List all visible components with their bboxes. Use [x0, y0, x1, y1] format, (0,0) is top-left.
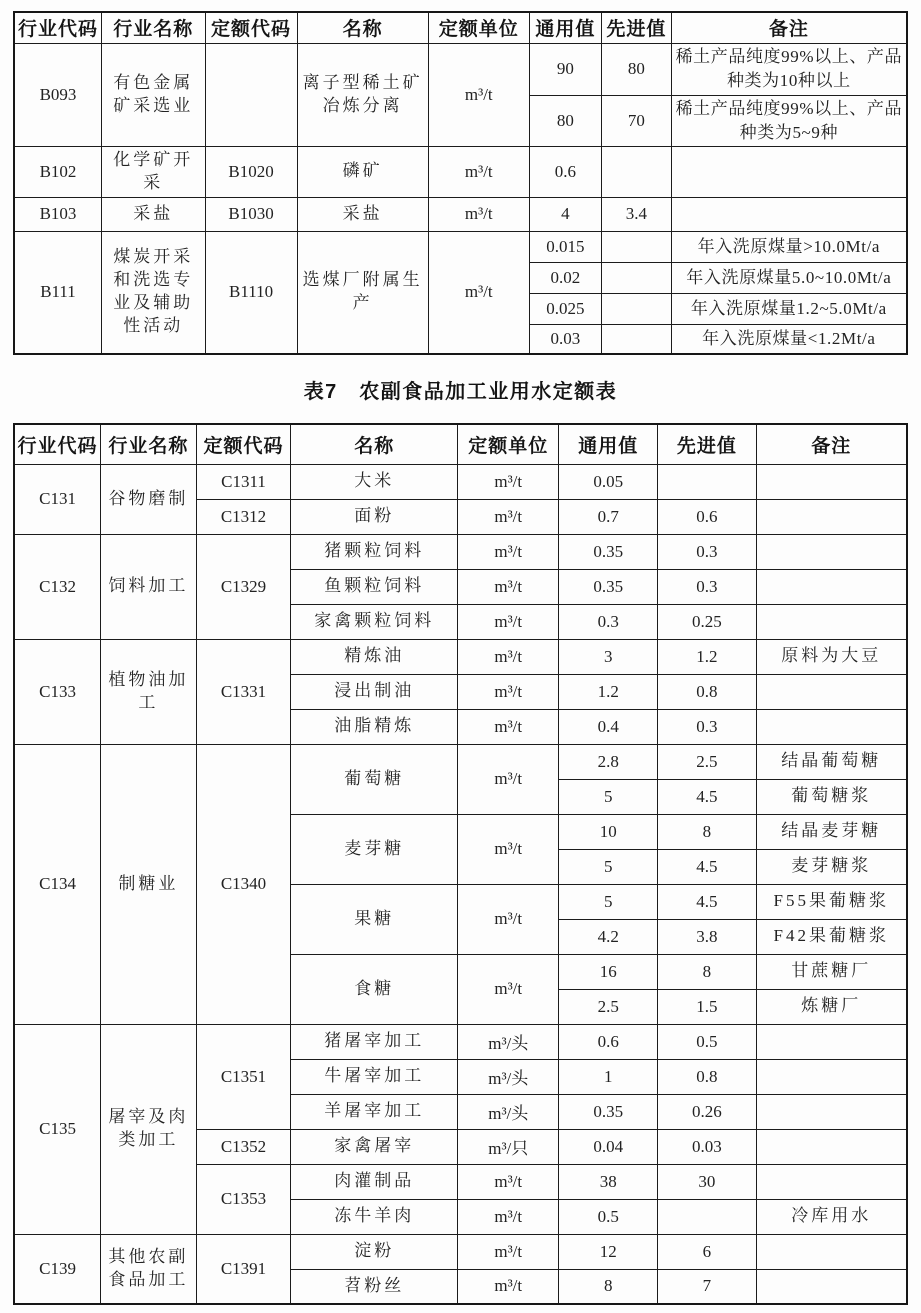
table-cell: 年入洗原煤量5.0~10.0Mt/a: [671, 262, 907, 293]
table-cell: 葡萄糖: [291, 744, 458, 814]
table-cell: 淀粉: [291, 1234, 458, 1269]
table-cell: 3.8: [658, 919, 756, 954]
table-cell: 有色金属矿采选业: [102, 43, 206, 146]
table-cell-empty: [756, 1094, 907, 1129]
table-cell: 2.5: [658, 744, 756, 779]
table-cell-empty: [671, 197, 907, 231]
table-cell: 0.6: [559, 1024, 658, 1059]
table-cell: C1353: [196, 1164, 291, 1234]
table-cell: 0.26: [658, 1094, 756, 1129]
table-cell: 鱼颗粒饲料: [291, 569, 458, 604]
column-header: 通用值: [529, 12, 601, 43]
table-cell-empty: [602, 262, 672, 293]
table-cell: 猪颗粒饲料: [291, 534, 458, 569]
table-cell: 4.5: [658, 779, 756, 814]
table-cell: m³/只: [458, 1129, 559, 1164]
table-cell: 其他农副食品加工: [101, 1234, 197, 1304]
table-row: [14, 197, 907, 231]
table-cell: 4.5: [658, 849, 756, 884]
table-cell-empty: [756, 1164, 907, 1199]
table-cell: m³/t: [458, 884, 559, 954]
table-cell-empty: [602, 231, 672, 262]
table-cell-empty: [602, 146, 672, 197]
table-cell: 0.4: [559, 709, 658, 744]
table-cell: 磷矿: [297, 146, 428, 197]
table-cell: C1391: [196, 1234, 291, 1304]
table-cell: C131: [14, 464, 101, 534]
table-cell-empty: [756, 499, 907, 534]
table-cell: 0.03: [658, 1129, 756, 1164]
table-cell-empty: [671, 146, 907, 197]
table-cell: 7: [658, 1269, 756, 1304]
table-cell: m³/t: [458, 499, 559, 534]
table-cell: 猪屠宰加工: [291, 1024, 458, 1059]
table-cell: m³/t: [458, 744, 559, 814]
table-cell: C139: [14, 1234, 101, 1304]
table-cell: B111: [14, 231, 102, 354]
table-cell: m³/t: [458, 1199, 559, 1234]
table-cell: 大米: [291, 464, 458, 499]
table-cell: 5: [559, 849, 658, 884]
table-cell-empty: [756, 1024, 907, 1059]
table-cell: 0.025: [529, 293, 601, 324]
table-row: [14, 231, 907, 262]
table-cell: 0.03: [529, 324, 601, 354]
table-cell: B1020: [205, 146, 297, 197]
column-header: 先进值: [602, 12, 672, 43]
table-cell: 38: [559, 1164, 658, 1199]
table-cell: 化学矿开采: [102, 146, 206, 197]
table-cell: 0.25: [658, 604, 756, 639]
table-cell: 冻牛羊肉: [291, 1199, 458, 1234]
table-cell: 谷物磨制: [101, 464, 197, 534]
table-cell: 0.05: [559, 464, 658, 499]
table-cell: m³/t: [458, 954, 559, 1024]
table-cell: 0.6: [658, 499, 756, 534]
table-cell: B103: [14, 197, 102, 231]
table-cell: B1030: [205, 197, 297, 231]
table-cell-empty: [756, 569, 907, 604]
column-header: 通用值: [559, 424, 658, 464]
table-cell-empty: [756, 1234, 907, 1269]
column-header: 先进值: [658, 424, 756, 464]
table-cell: 采盐: [297, 197, 428, 231]
table-cell: 8: [658, 954, 756, 989]
table-cell: 冷库用水: [756, 1199, 907, 1234]
column-header: 备注: [671, 12, 907, 43]
table-cell: 选煤厂附属生产: [297, 231, 428, 354]
table-cell: 2.8: [559, 744, 658, 779]
table-cell: m³/t: [428, 197, 529, 231]
table-cell: 1.2: [658, 639, 756, 674]
table-cell: C1352: [196, 1129, 291, 1164]
table-cell: 2.5: [559, 989, 658, 1024]
table-cell: 0.3: [658, 709, 756, 744]
table-cell: 0.35: [559, 569, 658, 604]
table-cell: 煤炭开采和洗选专业及辅助性活动: [102, 231, 206, 354]
table-cell: 家禽颗粒饲料: [291, 604, 458, 639]
water-quota-table-mining-continued: [13, 11, 908, 355]
column-header: 名称: [291, 424, 458, 464]
table-cell: 80: [529, 95, 601, 146]
table-cell: B093: [14, 43, 102, 146]
table-cell: B1110: [205, 231, 297, 354]
table-cell: m³/t: [458, 1164, 559, 1199]
table-cell: 0.7: [559, 499, 658, 534]
table-cell-empty: [756, 1269, 907, 1304]
table-cell: 0.3: [559, 604, 658, 639]
table-cell: m³/t: [458, 569, 559, 604]
table-cell: 0.04: [559, 1129, 658, 1164]
header-row: [14, 12, 907, 43]
header-row: [14, 424, 907, 464]
column-header: 行业代码: [14, 424, 101, 464]
table-cell: 6: [658, 1234, 756, 1269]
table-row: [14, 43, 907, 95]
table-cell: 稀土产品纯度99%以上、产品种类为10种以上: [671, 43, 907, 95]
table-cell: 8: [559, 1269, 658, 1304]
table-cell: 食糖: [291, 954, 458, 1024]
table-cell: 4.5: [658, 884, 756, 919]
table-cell: 0.5: [658, 1024, 756, 1059]
table-cell: C1312: [196, 499, 291, 534]
table-cell: 30: [658, 1164, 756, 1199]
table-cell: 0.35: [559, 1094, 658, 1129]
table-cell: C132: [14, 534, 101, 639]
table-row: [14, 744, 907, 779]
table-cell: m³/t: [428, 43, 529, 146]
table-cell: 0.6: [529, 146, 601, 197]
column-header: 定额代码: [196, 424, 291, 464]
table-cell: 面粉: [291, 499, 458, 534]
table-cell-empty: [756, 1059, 907, 1094]
table-cell: 牛屠宰加工: [291, 1059, 458, 1094]
table-cell: 0.5: [559, 1199, 658, 1234]
table-cell-empty: [756, 709, 907, 744]
column-header: 名称: [297, 12, 428, 43]
table7-title: 表7 农副食品加工业用水定额表: [303, 380, 618, 403]
table-cell: 制糖业: [101, 744, 197, 1024]
table-cell: 原料为大豆: [756, 639, 907, 674]
table-cell: C1351: [196, 1024, 291, 1129]
table-cell-empty: [602, 324, 672, 354]
table-cell: m³/t: [458, 604, 559, 639]
table-cell-empty: [756, 674, 907, 709]
table-cell-empty: [756, 464, 907, 499]
table-row: [14, 1024, 907, 1059]
table-cell: 稀土产品纯度99%以上、产品种类为5~9种: [671, 95, 907, 146]
table-cell: 屠宰及肉类加工: [101, 1024, 197, 1234]
table-cell: 炼糖厂: [756, 989, 907, 1024]
table-cell: F55果葡糖浆: [756, 884, 907, 919]
column-header: 行业名称: [101, 424, 197, 464]
table-cell: 年入洗原煤量1.2~5.0Mt/a: [671, 293, 907, 324]
table-cell: C1311: [196, 464, 291, 499]
column-header: 行业名称: [102, 12, 206, 43]
table-cell: 10: [559, 814, 658, 849]
table-cell: 年入洗原煤量<1.2Mt/a: [671, 324, 907, 354]
table-cell: 年入洗原煤量>10.0Mt/a: [671, 231, 907, 262]
table-cell: 0.35: [559, 534, 658, 569]
column-header: 定额代码: [205, 12, 297, 43]
table-cell: 1.2: [559, 674, 658, 709]
table-cell: 结晶葡萄糖: [756, 744, 907, 779]
table-cell: m³/t: [458, 1269, 559, 1304]
table-cell: 0.3: [658, 534, 756, 569]
table-cell-empty: [658, 1199, 756, 1234]
table-cell: 甘蔗糖厂: [756, 954, 907, 989]
table-cell: C1331: [196, 639, 291, 744]
table-cell: m³/t: [458, 709, 559, 744]
table-cell: 5: [559, 884, 658, 919]
table-cell: 饲料加工: [101, 534, 197, 639]
table-cell-empty: [756, 534, 907, 569]
table-cell: 8: [658, 814, 756, 849]
table-cell: m³/t: [458, 639, 559, 674]
table-row: [14, 639, 907, 674]
table-cell: m³/头: [458, 1024, 559, 1059]
water-quota-table-agri-food: [13, 423, 908, 1305]
table-cell: 葡萄糖浆: [756, 779, 907, 814]
table-cell: C135: [14, 1024, 101, 1234]
table-cell: C133: [14, 639, 101, 744]
column-header: 备注: [756, 424, 907, 464]
table-cell: C134: [14, 744, 101, 1024]
table-cell: 果糖: [291, 884, 458, 954]
table-cell: 麦芽糖浆: [756, 849, 907, 884]
table-cell: 离子型稀土矿冶炼分离: [297, 43, 428, 146]
table-cell: 1.5: [658, 989, 756, 1024]
table-cell: m³/t: [458, 814, 559, 884]
table-cell: m³/t: [458, 464, 559, 499]
table-cell: 植物油加工: [101, 639, 197, 744]
table-cell: 0.8: [658, 1059, 756, 1094]
table-cell: 5: [559, 779, 658, 814]
table-cell: m³/t: [458, 1234, 559, 1269]
table-cell: C1340: [196, 744, 291, 1024]
table-cell: 3.4: [602, 197, 672, 231]
table-row: [14, 146, 907, 197]
table-cell-empty: [756, 604, 907, 639]
table-row: [14, 464, 907, 499]
table-cell: 0.015: [529, 231, 601, 262]
table-cell: 结晶麦芽糖: [756, 814, 907, 849]
table-cell-empty: [658, 464, 756, 499]
table-cell: 家禽屠宰: [291, 1129, 458, 1164]
table-cell: m³/t: [428, 231, 529, 354]
table-cell: 精炼油: [291, 639, 458, 674]
table-cell: 采盐: [102, 197, 206, 231]
table-cell: 苕粉丝: [291, 1269, 458, 1304]
table-cell: F42果葡糖浆: [756, 919, 907, 954]
column-header: 行业代码: [14, 12, 102, 43]
table-cell: 3: [559, 639, 658, 674]
table-cell: m³/头: [458, 1059, 559, 1094]
table-cell: 16: [559, 954, 658, 989]
table-cell: 1: [559, 1059, 658, 1094]
table-cell: 0.02: [529, 262, 601, 293]
table-cell: C1329: [196, 534, 291, 639]
table-cell: 0.3: [658, 569, 756, 604]
table-cell-empty: [205, 43, 297, 146]
table-row: [14, 1234, 907, 1269]
table-cell: 浸出制油: [291, 674, 458, 709]
column-header: 定额单位: [428, 12, 529, 43]
table-cell: m³/t: [428, 146, 529, 197]
table-cell: 麦芽糖: [291, 814, 458, 884]
table-cell: m³/头: [458, 1094, 559, 1129]
table-cell: 4: [529, 197, 601, 231]
table-cell: 羊屠宰加工: [291, 1094, 458, 1129]
table-cell: 80: [602, 43, 672, 95]
table-cell-empty: [602, 293, 672, 324]
table-cell: 0.8: [658, 674, 756, 709]
table-cell: 12: [559, 1234, 658, 1269]
table-cell: m³/t: [458, 534, 559, 569]
table-cell: 肉灌制品: [291, 1164, 458, 1199]
table-cell: m³/t: [458, 674, 559, 709]
table-cell: 4.2: [559, 919, 658, 954]
table-row: [14, 534, 907, 569]
table-cell-empty: [756, 1129, 907, 1164]
table-cell: 70: [602, 95, 672, 146]
table-cell: 油脂精炼: [291, 709, 458, 744]
table-cell: 90: [529, 43, 601, 95]
table-cell: B102: [14, 146, 102, 197]
column-header: 定额单位: [458, 424, 559, 464]
